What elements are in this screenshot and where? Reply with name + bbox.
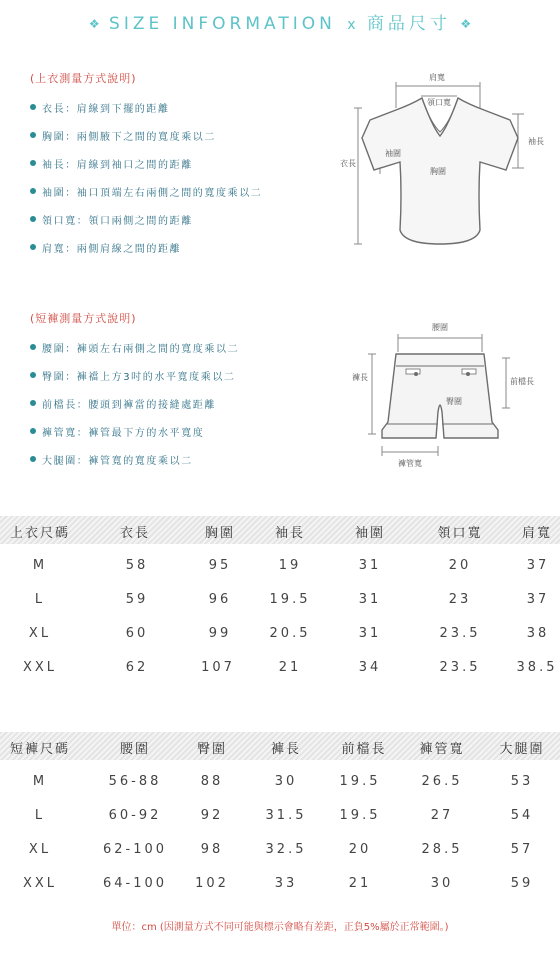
table-row: L 59 96 19.5 31 23 37	[34, 592, 550, 607]
column-header: 腰圍	[119, 742, 151, 757]
list-item: 衣長：肩線到下擺的距離	[30, 93, 262, 121]
bullet-icon	[30, 160, 36, 166]
bullet-icon	[30, 344, 36, 350]
list-item: 肩寬：兩側肩線之間的距離	[30, 233, 262, 261]
chest-label: 胸圍	[430, 167, 446, 176]
tops-section-title: (上衣測量方式說明)	[30, 72, 137, 85]
list-item: 袖長：肩線到袖口之間的距離	[30, 149, 262, 177]
bullet-icon	[30, 244, 36, 250]
armhole-label: 袖圍	[385, 149, 401, 158]
column-header: 袖長	[274, 526, 306, 541]
list-item: 褲管寬：褲管最下方的水平寬度	[30, 417, 239, 445]
shorts-shape	[382, 354, 498, 438]
bullet-icon	[30, 132, 36, 138]
page-header	[0, 10, 560, 38]
unit-note: 單位：cm (因測量方式不同可能與標示會略有差距，正負5%屬於正常範圍。)	[111, 922, 449, 933]
column-header: 短褲尺碼	[9, 742, 71, 757]
table-row: M 58 95 19 31 20 37	[32, 558, 550, 573]
column-header: 前檔長	[341, 742, 387, 757]
column-header: 褲管寬	[419, 742, 465, 757]
table-row: XL 62-100 98 32.5 20 28.5 57	[28, 842, 534, 857]
bullet-icon	[30, 456, 36, 462]
title-separator: x	[347, 17, 356, 33]
column-header: 肩寬	[521, 526, 553, 541]
tops-measure-list	[30, 93, 262, 261]
bullet-icon	[30, 428, 36, 434]
shorts-table-header	[0, 732, 560, 760]
list-item: 胸圍：兩側腋下之間的寬度乘以二	[30, 121, 262, 149]
waist-label: 腰圍	[432, 323, 448, 332]
column-header: 褲長	[270, 742, 302, 757]
column-header: 臀圍	[196, 742, 228, 757]
column-header: 胸圍	[204, 526, 236, 541]
list-item: 臀圍：褲襠上方3吋的水平寬度乘以二	[30, 361, 239, 389]
column-header: 袖圍	[354, 526, 386, 541]
bullet-icon	[30, 400, 36, 406]
table-row: L 60-92 92 31.5 19.5 27 54	[34, 808, 534, 823]
shoulder-width-label: 肩寬	[429, 73, 445, 82]
hip-label: 臀圍	[446, 397, 462, 406]
list-item: 腰圍：褲頭左右兩側之間的寬度乘以二	[30, 333, 239, 361]
bullet-icon	[30, 372, 36, 378]
bullet-icon	[30, 188, 36, 194]
length-label: 衣長	[340, 159, 356, 168]
shorts-length-label: 褲長	[352, 373, 368, 382]
tshirt-diagram	[330, 64, 560, 254]
title-en: SIZE INFORMATION	[109, 14, 336, 34]
list-item: 大腿圍：褲管寬的寬度乘以二	[30, 445, 239, 473]
table-row: XL 60 99 20.5 31 23.5 38	[28, 626, 550, 641]
table-row: XXL 62 107 21 34 23.5 38.5	[22, 660, 558, 675]
shorts-diagram	[330, 318, 560, 478]
table-row: M 56-88 88 30 19.5 26.5 53	[32, 774, 534, 789]
sleeve-length-label: 袖長	[528, 137, 544, 146]
shorts-section-title: (短褲測量方式說明)	[30, 312, 137, 325]
list-item: 前檔長：腰頭到褲當的接縫處距離	[30, 389, 239, 417]
column-header: 領口寬	[437, 526, 483, 541]
hem-width-label: 褲管寬	[398, 459, 422, 468]
list-item: 領口寬：領口兩側之間的距離	[30, 205, 262, 233]
rise-label: 前檔長	[510, 377, 534, 386]
title-zh: 商品尺寸	[366, 14, 451, 34]
shorts-measure-list	[30, 333, 239, 473]
diamond-ornament-icon: ❖	[88, 17, 100, 31]
list-item: 袖圍：袖口頂端左右兩側之間的寬度乘以二	[30, 177, 262, 205]
bullet-icon	[30, 216, 36, 222]
tops-table-header	[0, 516, 560, 544]
bullet-icon	[30, 104, 36, 110]
diamond-ornament-icon: ❖	[460, 17, 472, 31]
neck-width-label: 領口寬	[427, 98, 451, 107]
column-header: 上衣尺碼	[9, 526, 71, 541]
column-header: 衣長	[119, 526, 151, 541]
table-row: XXL 64-100 102 33 21 30 59	[22, 876, 534, 891]
column-header: 大腿圍	[499, 742, 545, 757]
